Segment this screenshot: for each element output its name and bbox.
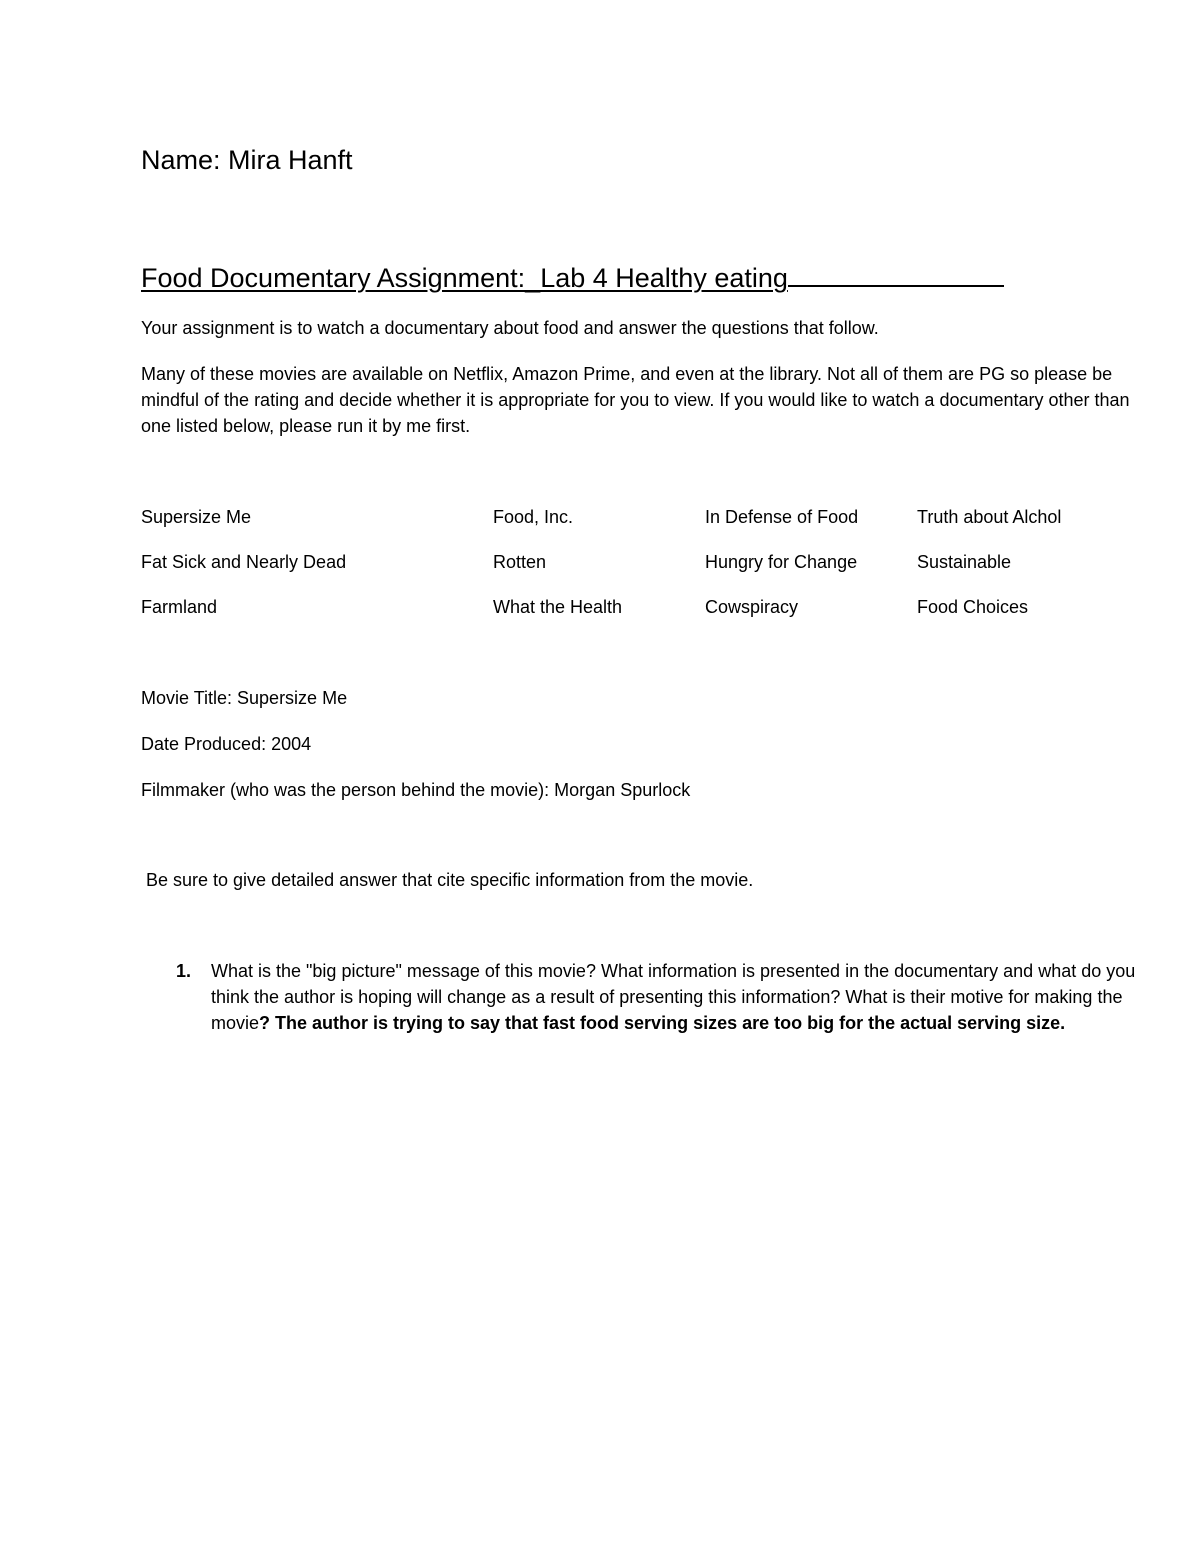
question-body: [211, 958, 1136, 1036]
movie-item: Truth about Alchol: [917, 507, 1062, 527]
assignment-instructions: Your assignment is to watch a documentary about food and answer the questions that follow.: [141, 318, 879, 338]
movie-item: Sustainable: [917, 552, 1012, 572]
question-answer: ? The author is trying to say that fast food serving sizes are too big for the actual serving size.: [259, 1013, 1066, 1033]
movie-item: Supersize Me: [141, 507, 252, 527]
availability-note: Many of these movies are available on Netflix, Amazon Prime, and even at the library. Not all of them are PG so please be mindful of the rating and decide whether it is appropriate for you to view. If you would like to watch a documentary other than one listed below, please run it by me first.: [141, 364, 1130, 436]
filmmaker-field: Filmmaker (who was the person behind the movie): Morgan Spurlock: [141, 780, 691, 800]
assignment-title: [141, 259, 1004, 294]
movie-item: Food, Inc.: [493, 507, 574, 527]
movie-item: Farmland: [141, 597, 218, 617]
movie-item: In Defense of Food: [705, 507, 859, 527]
movie-item: Hungry for Change: [705, 552, 858, 572]
movie-item: Rotten: [493, 552, 547, 572]
question-number: 1.: [176, 961, 192, 981]
movie-item: Fat Sick and Nearly Dead: [141, 552, 347, 572]
title-underline-blank: [788, 259, 1004, 287]
student-name: Name: Mira Hanft: [141, 145, 353, 175]
date-produced-field: Date Produced: 2004: [141, 734, 312, 754]
movie-item: Food Choices: [917, 597, 1029, 617]
movie-title-field: Movie Title: Supersize Me: [141, 688, 348, 708]
assignment-title-text: Food Documentary Assignment:_Lab 4 Healthy eating: [141, 263, 788, 293]
movie-item: What the Health: [493, 597, 623, 617]
question-prompt: What is the "big picture" message of this movie? What information is presented in the documentary and what do you think the author is hoping will change as a result of presenting this information? What is their motive for making the movie: [211, 961, 1136, 1033]
movie-item: Cowspiracy: [705, 597, 799, 617]
detail-reminder: Be sure to give detailed answer that cite specific information from the movie.: [146, 870, 754, 890]
